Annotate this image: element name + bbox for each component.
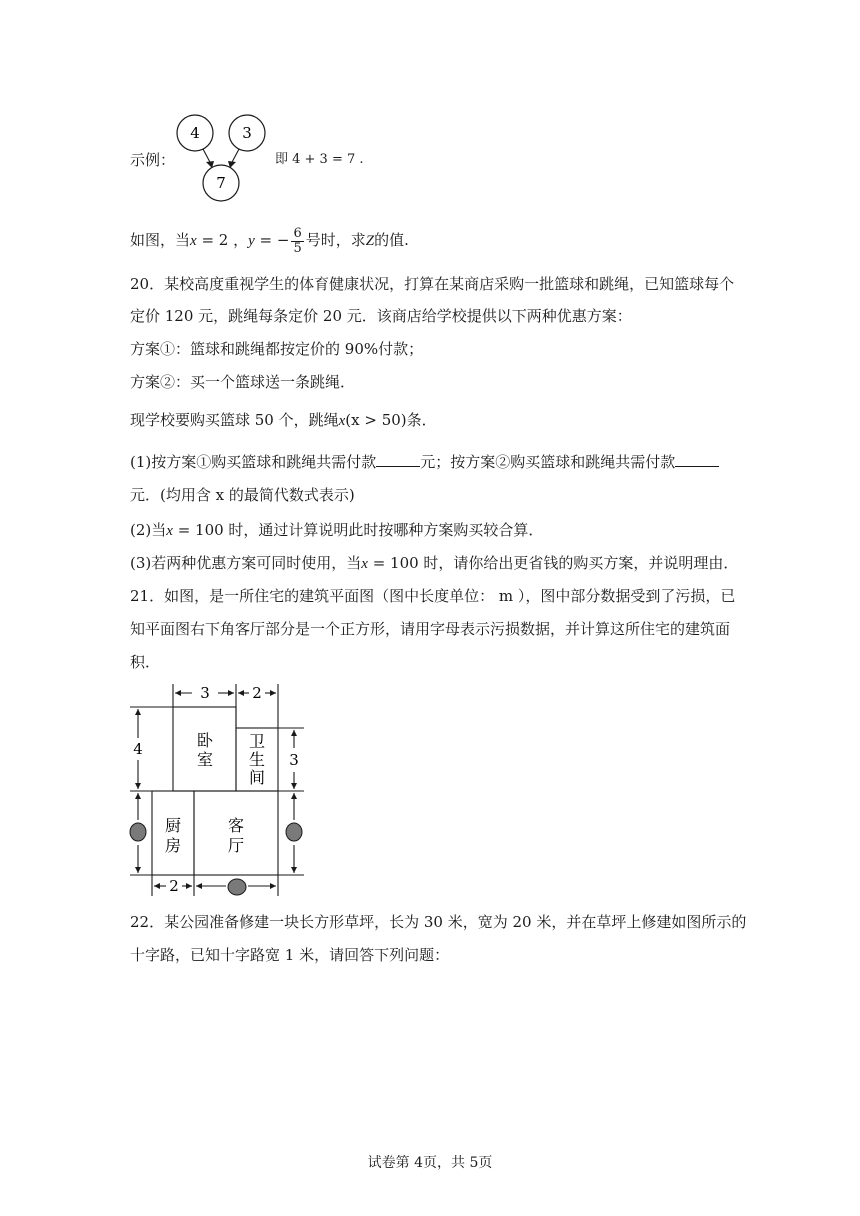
- q20-part-1-cont: 元．(均用含 x 的最简代数式表示): [130, 486, 355, 504]
- dim-left: 4: [133, 740, 143, 758]
- dim-top-right: 2: [252, 684, 262, 702]
- q22-line-2: 十字路，已知十字路宽 1 米，请回答下列问题：: [130, 946, 450, 964]
- q20-part-1: (1)按方案①购买篮球和跳绳共需付款 元；按方案②购买篮球和跳绳共需付款: [130, 452, 719, 472]
- fraction: $\frac{6}{5}$: [293, 225, 302, 256]
- example-diagram: [172, 112, 272, 204]
- q20-purchase-line: 现学校要购买篮球 50 个，跳绳x(x > 50)条．: [130, 411, 437, 429]
- circle-sum-text: 7: [216, 174, 226, 192]
- q19-question-line: 如图，当x = 2 ，y = − $\frac{6}{5}$ 号时，求Z的值.: [130, 225, 409, 256]
- q21-line-1: 21．如图，是一所住宅的建筑平面图（图中长度单位： m ），图中部分数据受到了污损，已: [130, 587, 736, 605]
- room-kitchen-1: 厨: [164, 816, 182, 835]
- circle-b-text: 3: [242, 124, 252, 142]
- smudge-icon: [130, 823, 146, 841]
- room-bedroom-2: 室: [196, 750, 214, 769]
- dim-right: 3: [289, 751, 299, 769]
- page-footer: 试卷第 4页，共 5页: [367, 1155, 493, 1171]
- smudge-icon: [228, 879, 246, 895]
- circle-a-text: 4: [190, 124, 200, 142]
- q20-line-2: 定价 120 元，跳绳每条定价 20 元．该商店给学校提供以下两种优惠方案：: [130, 307, 632, 325]
- q21-line-3: 积．: [130, 653, 161, 671]
- room-bedroom-1: 卧: [196, 731, 214, 750]
- q20-plan-1: 方案①：篮球和跳绳都按定价的 90%付款；: [130, 340, 424, 358]
- room-bath-2: 生: [248, 750, 266, 769]
- example-label: 示例：: [130, 151, 176, 169]
- dim-bottom-left: 2: [169, 877, 179, 895]
- q20-part-2: (2)当x = 100 时，通过计算说明此时按哪种方案购买较合算．: [130, 521, 544, 539]
- room-kitchen-2: 房: [164, 836, 182, 855]
- room-bath-3: 间: [248, 768, 266, 787]
- q20-line-1: 20．某校高度重视学生的体育健康状况，打算在某商店采购一批篮球和跳绳，已知篮球每个: [130, 275, 735, 293]
- q21-line-2: 知平面图右下角客厅部分是一个正方形，请用字母表示污损数据，并计算这所住宅的建筑面: [130, 620, 731, 638]
- room-bath-1: 卫: [248, 732, 266, 751]
- room-living-1: 客: [227, 816, 245, 835]
- answer-blank[interactable]: [376, 452, 420, 467]
- q20-plan-2: 方案②：买一个篮球送一条跳绳．: [130, 373, 356, 391]
- q22-line-1: 22．某公园准备修建一块长方形草坪，长为 30 米，宽为 20 米，并在草坪上修建如图所示的: [130, 913, 747, 931]
- smudge-icon: [286, 823, 302, 841]
- dim-top-left: 3: [200, 684, 210, 702]
- example-equation: 即 4 + 3 = 7 .: [275, 152, 364, 167]
- answer-blank[interactable]: [675, 452, 719, 467]
- floor-plan-diagram: [128, 680, 308, 900]
- room-living-2: 厅: [227, 836, 245, 855]
- q20-part-3: (3)若两种优惠方案可同时使用，当x = 100 时，请你给出更省钱的购买方案，并说明理由．: [130, 554, 739, 572]
